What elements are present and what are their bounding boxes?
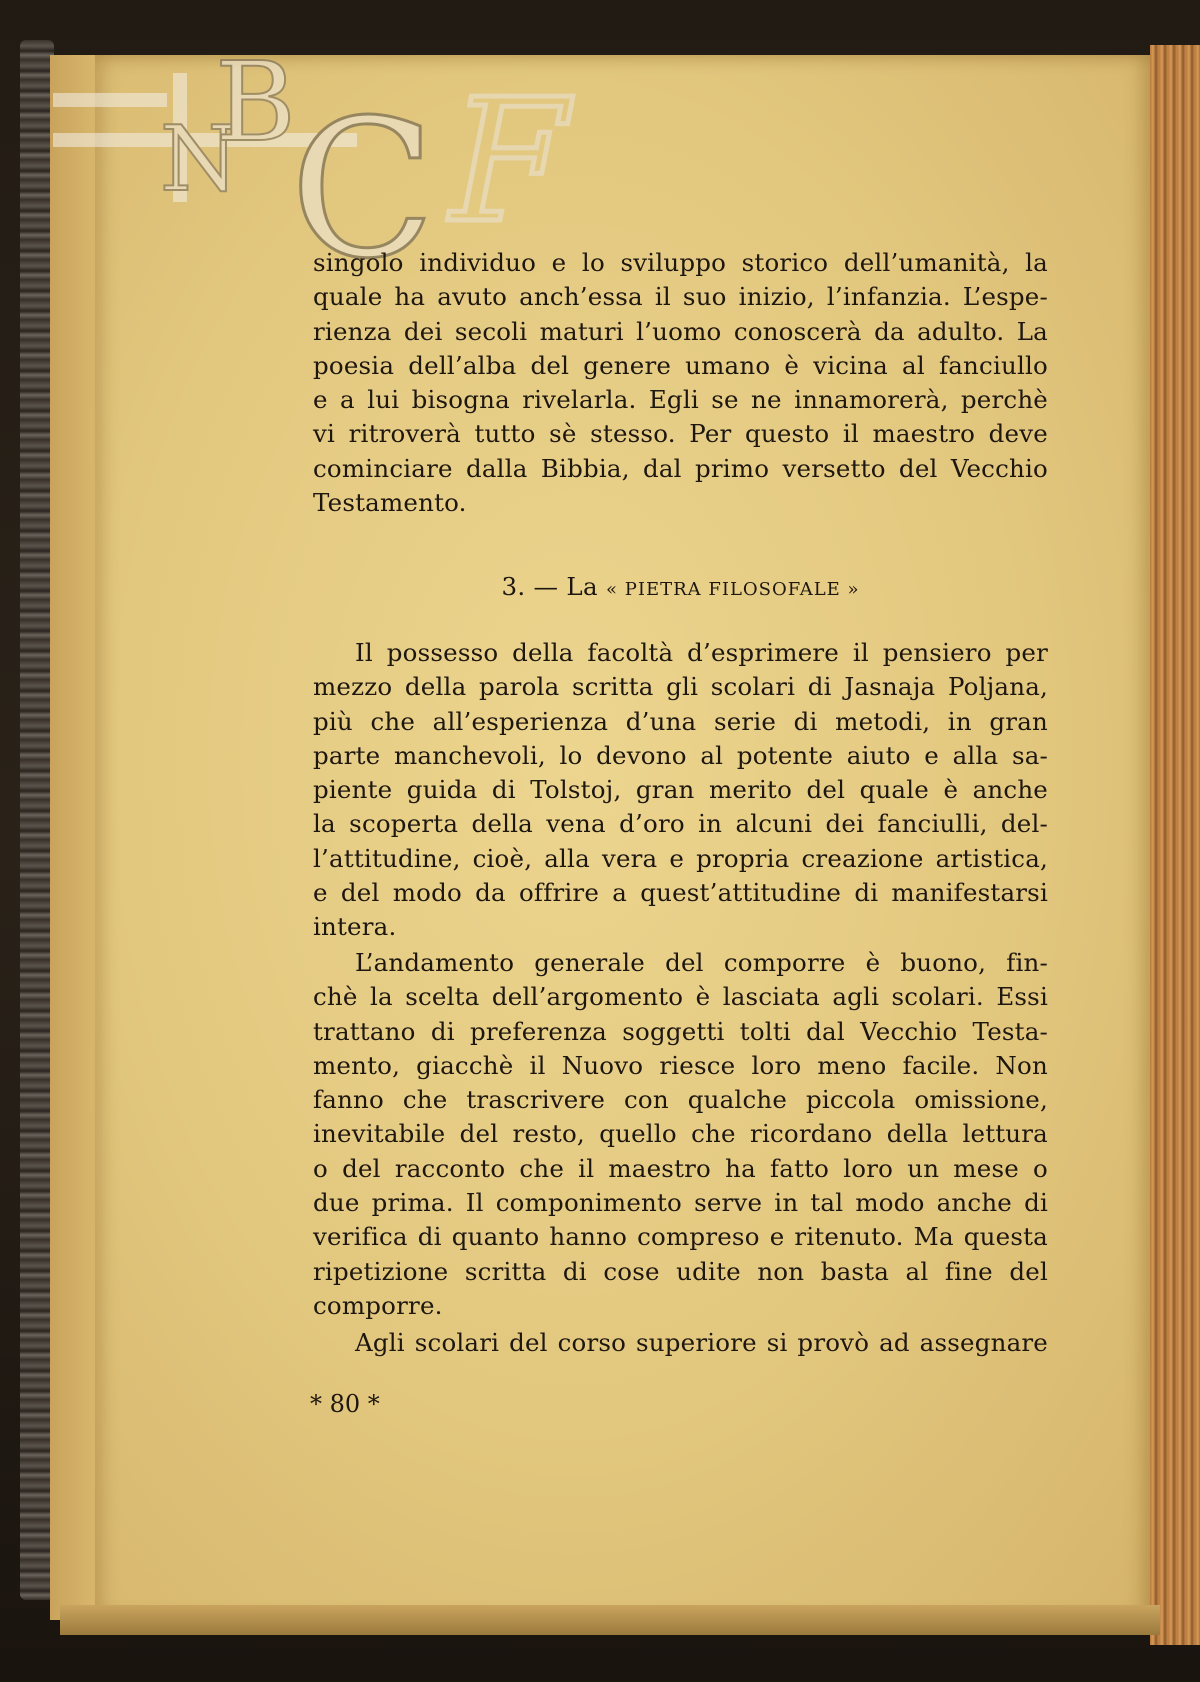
text-line: ripetizione scritta di cose udite non basta al fine del (313, 1256, 1048, 1286)
text-line: comporre. (313, 1290, 443, 1320)
text-line: rienza dei secoli maturi l’uomo conoscerà da adulto. La (313, 316, 1048, 346)
library-watermark-logo (50, 20, 690, 270)
text-line: mezzo della parola scritta gli scolari di Jasnaja Poljana, (313, 672, 1048, 702)
page-number: * 80 * (310, 1390, 380, 1418)
text-line: vi ritroverà tutto sè stesso. Per questo il maestro deve (313, 419, 1048, 449)
text-line: quale ha avuto anch’essa il suo inizio, l’infanzia. L’espe- (313, 282, 1048, 312)
text-line: Il possesso della facoltà d’esprimere il pensiero per (355, 638, 1048, 667)
watermark-letter-c: C (290, 79, 436, 270)
text-line: singolo individuo e lo sviluppo storico dell’umanità, la (313, 248, 1048, 277)
text-line: la scoperta della vena d’oro in alcuni dei fanciulli, del- (313, 809, 1048, 839)
text-line: mento, giacchè il Nuovo riesce loro meno facile. Non (313, 1050, 1048, 1080)
page-bottom-edge (60, 1605, 1160, 1635)
text-line: o del racconto che il maestro ha fatto loro un mese o (313, 1153, 1048, 1183)
text-line: l’attitudine, cioè, alla vera e propria creazione artistica, (313, 843, 1048, 873)
section-heading-word: La (566, 572, 598, 601)
section-number: 3. — (501, 572, 559, 601)
text-line: più che all’esperienza d’una serie di metodi, in gran (313, 706, 1048, 736)
section-heading (313, 572, 1048, 601)
page-edges-right (1150, 45, 1200, 1645)
paragraph-continuation (313, 246, 1048, 520)
text-line: cominciare dalla Bibbia, dal primo versetto del Vecchio (313, 453, 1048, 483)
watermark-letter-f: F (450, 63, 568, 261)
paragraph-1 (313, 636, 1048, 945)
section-title: « PIETRA FILOSOFALE » (606, 579, 860, 600)
watermark-letter-b: B (215, 38, 296, 166)
text-line: fanno che trascrivere con qualche piccola omissione, (313, 1085, 1048, 1115)
text-line: e del modo da offrire a quest’attitudine di manifestarsi (313, 878, 1048, 908)
book-binding (20, 40, 54, 1600)
text-line: piente guida di Tolstoj, gran merito del quale è anche (313, 775, 1048, 805)
text-line: L’andamento generale del comporre è buono, fin- (355, 948, 1048, 977)
paragraph-3 (313, 1326, 1048, 1360)
text-line: inevitabile del resto, quello che ricordano della lettura (313, 1119, 1048, 1149)
paragraph-2 (313, 946, 1048, 1323)
text-line: Testamento. (313, 488, 467, 518)
text-line: poesia dell’alba del genere umano è vicina al fanciullo (313, 350, 1048, 380)
text-line: verifica di quanto hanno compreso e ritenuto. Ma questa (313, 1222, 1048, 1252)
text-line: parte manchevoli, lo devono al potente aiuto e alla sa- (313, 740, 1048, 770)
text-line: due prima. Il componimento serve in tal modo anche di (313, 1188, 1048, 1218)
watermark-letter-n: N (160, 107, 239, 212)
text-line: trattano di preferenza soggetti tolti dal Vecchio Testa- (313, 1016, 1048, 1046)
text-line: chè la scelta dell’argomento è lasciata agli scolari. Essi (313, 982, 1048, 1012)
text-line: Agli scolari del corso superiore si provò ad assegnare (355, 1328, 1048, 1357)
text-line: e a lui bisogna rivelarla. Egli se ne innamorerà, perchè (313, 385, 1048, 415)
text-line: intera. (313, 912, 397, 942)
